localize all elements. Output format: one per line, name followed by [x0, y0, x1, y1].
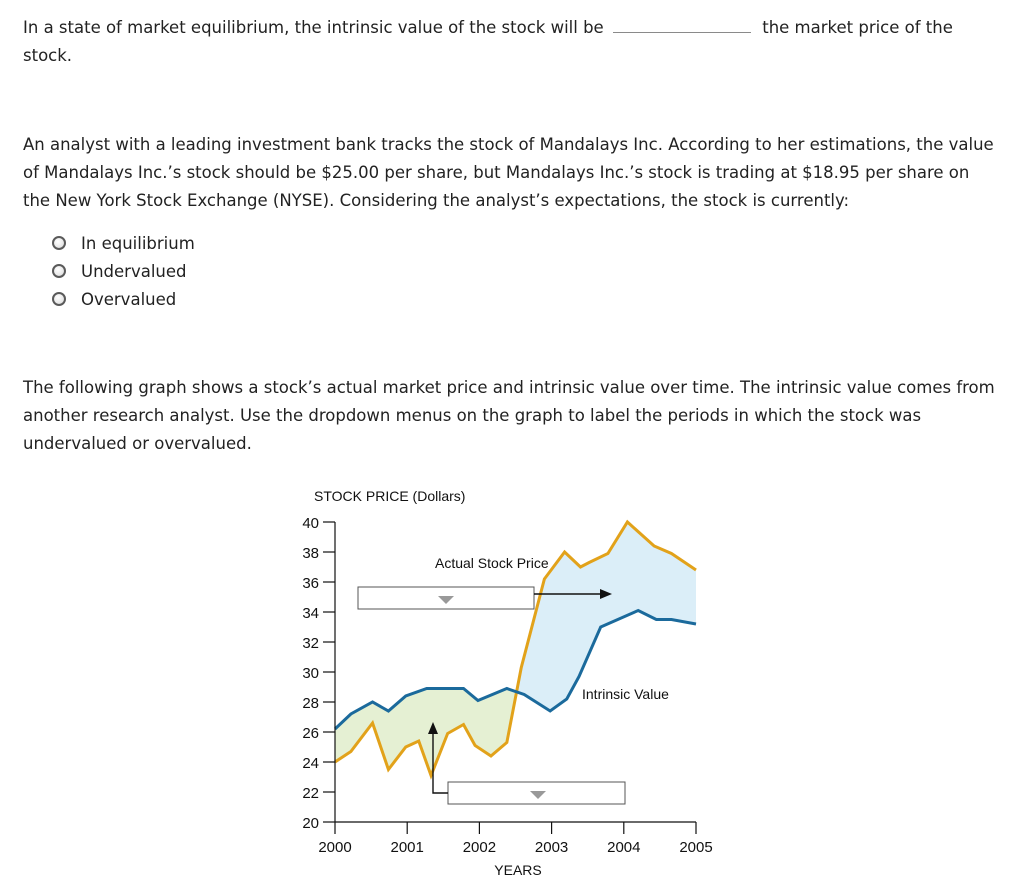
y-tick-label: 28 [302, 695, 319, 712]
option-label: Undervalued [81, 261, 187, 281]
y-tick-label: 24 [302, 755, 319, 772]
x-tick-label: 2002 [462, 839, 497, 856]
y-tick-label: 26 [302, 725, 319, 742]
question-equilibrium-text-before: In a state of market equilibrium, the intrinsic value of the stock will be [23, 18, 604, 37]
intrinsic-value-line [335, 611, 696, 730]
y-tick-label: 30 [302, 665, 319, 682]
question-valuation: An analyst with a leading investment bank tracks the stock of Mandalays Inc. According to her estimations, the value of Mandalays Inc.’s stock should be $25.00 per share, but Mandalays Inc.’s stock is trading at $18.95 per share on the New York Stock Exchange (NYSE). Considering the analyst’s expectations, the stock is currently: [23, 135, 994, 210]
x-tick-label: 2001 [390, 839, 424, 856]
intrinsic-value-label: Intrinsic Value [582, 686, 669, 702]
chart-title: STOCK PRICE (Dollars) [314, 488, 466, 504]
overvalued-period-dropdown[interactable] [358, 587, 534, 609]
x-axis-label: YEARS [494, 862, 542, 878]
option-label: Overvalued [81, 289, 177, 309]
x-tick-label: 2003 [534, 839, 569, 856]
undervalued-period-dropdown[interactable] [448, 782, 625, 804]
x-tick-label: 2004 [607, 839, 641, 856]
y-tick-label: 38 [302, 545, 319, 562]
question-graph-instructions: The following graph shows a stock’s actual market price and intrinsic value over time. The intrinsic value comes from another research analyst. Use the dropdown menus on the graph to label the periods in which the stock was undervalued or overvalued. [23, 378, 995, 453]
option-label: In equilibrium [81, 233, 195, 253]
y-tick-label: 34 [302, 605, 319, 622]
y-tick-label: 20 [302, 815, 319, 832]
x-tick-label: 2005 [679, 839, 713, 856]
actual-price-label: Actual Stock Price [435, 555, 549, 571]
question-equilibrium-text-after: the market price of the stock. [23, 18, 953, 65]
y-tick-label: 40 [302, 515, 319, 532]
y-tick-label: 32 [302, 635, 319, 652]
x-tick-label: 2000 [318, 839, 352, 856]
y-tick-label: 36 [302, 575, 319, 592]
y-tick-label: 22 [302, 785, 319, 802]
overvalued-area [517, 522, 696, 711]
